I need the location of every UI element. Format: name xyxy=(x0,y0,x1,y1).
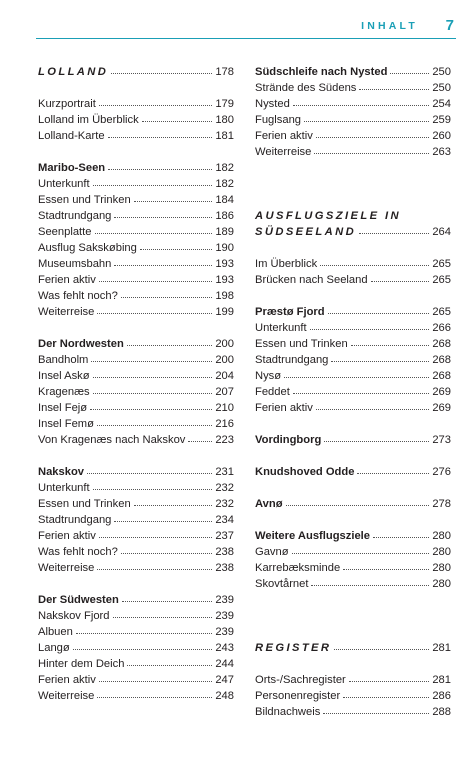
toc-entry[interactable] xyxy=(38,512,234,528)
toc-heading-praesto[interactable]: Præstø Fjord 265 xyxy=(255,306,451,318)
toc-entry-label: Bildnachweis xyxy=(255,706,321,718)
toc-entry-label: Skovtårnet xyxy=(255,578,309,590)
toc-leader-dots xyxy=(331,352,429,362)
page-number: 7 xyxy=(445,17,454,34)
toc-entry-label: Ferien aktiv xyxy=(38,274,96,286)
toc-entry-label: Essen und Trinken xyxy=(38,194,131,206)
toc-entry-page: 281 xyxy=(432,674,451,686)
toc-entry[interactable] xyxy=(255,672,451,688)
toc-entry-label: Personenregister xyxy=(255,690,341,702)
toc-entry-page: 250 xyxy=(432,82,451,94)
toc-entry[interactable] xyxy=(38,656,234,672)
toc-entry-page: 216 xyxy=(215,418,234,430)
toc-entry-page: 288 xyxy=(432,706,451,718)
toc-leader-dots xyxy=(310,320,430,330)
toc-entry-label: Brücken nach Seeland xyxy=(255,274,368,286)
toc-entry[interactable] xyxy=(255,80,451,96)
toc-entry[interactable] xyxy=(255,256,451,272)
toc-leader-dots xyxy=(134,496,213,506)
toc-entry[interactable] xyxy=(255,688,451,704)
toc-entry-label: Essen und Trinken xyxy=(255,338,348,350)
toc-leader-dots xyxy=(97,560,212,570)
toc-entry-page: 189 xyxy=(215,226,234,238)
toc-heading-lolland[interactable]: LOLLAND 178 xyxy=(38,66,234,78)
toc-entry[interactable] xyxy=(38,256,234,272)
toc-entry[interactable] xyxy=(38,224,234,240)
toc-entry-label: Insel Fejø xyxy=(38,402,88,414)
toc-leader-dots xyxy=(91,352,212,362)
toc-leader-dots xyxy=(292,544,430,554)
toc-entry-label: Unterkunft xyxy=(38,178,90,190)
toc-entry-page: 223 xyxy=(215,434,234,446)
toc-entry-page: 181 xyxy=(215,130,234,142)
toc-entry[interactable] xyxy=(38,400,234,416)
toc-entry-label: Feddet xyxy=(255,386,290,398)
toc-entry-page: 210 xyxy=(215,402,234,414)
toc-leader-dots xyxy=(284,368,429,378)
toc-entry[interactable] xyxy=(255,112,451,128)
page-header xyxy=(36,18,456,38)
toc-entry-page: 239 xyxy=(215,610,234,622)
toc-entry[interactable] xyxy=(38,688,234,704)
toc-entry-page: 182 xyxy=(215,178,234,190)
toc-entry-label: Im Überblick xyxy=(255,258,318,270)
toc-entry-page: 244 xyxy=(215,658,234,670)
toc-entry-page: 239 xyxy=(215,626,234,638)
toc-leader-dots xyxy=(188,432,212,442)
toc-leader-dots xyxy=(293,384,429,394)
toc-entry-label: Weiterreise xyxy=(38,562,95,574)
toc-entry-label: Unterkunft xyxy=(255,322,307,334)
toc-right-column xyxy=(255,64,451,720)
toc-entry[interactable] xyxy=(38,528,234,544)
toc-entry-page: 199 xyxy=(215,306,234,318)
toc-entry[interactable] xyxy=(255,576,451,592)
toc-entry-page: 179 xyxy=(215,98,234,110)
toc-entry[interactable] xyxy=(38,208,234,224)
toc-entry-label: Stadtrundgang xyxy=(38,210,112,222)
toc-leader-dots xyxy=(371,272,430,282)
toc-entry-label: Ferien aktiv xyxy=(255,130,313,142)
toc-entry-page: 268 xyxy=(432,370,451,382)
toc-entry-label: Albuen xyxy=(38,626,73,638)
toc-leader-dots xyxy=(121,288,213,298)
toc-entry[interactable] xyxy=(38,640,234,656)
toc-entry-page: 254 xyxy=(432,98,451,110)
toc-heading-suedschleife[interactable]: Südschleife nach Nysted 250 xyxy=(255,66,451,78)
toc-entry-page: 186 xyxy=(215,210,234,222)
toc-entry-page: 193 xyxy=(215,258,234,270)
toc-heading-weitere[interactable]: Weitere Ausflugsziele 280 xyxy=(255,530,451,542)
toc-entry-label: Bandholm xyxy=(38,354,89,366)
toc-entry-label: Nysted xyxy=(255,98,290,110)
toc-entry[interactable] xyxy=(255,704,451,720)
toc-leader-dots xyxy=(359,80,429,90)
toc-entry-label: Strände des Südens xyxy=(255,82,357,94)
toc-entry[interactable] xyxy=(255,336,451,352)
toc-entry-label: Insel Femø xyxy=(38,418,94,430)
toc-entry[interactable] xyxy=(255,144,451,160)
toc-leader-dots xyxy=(316,400,430,410)
toc-entry-page: 193 xyxy=(215,274,234,286)
toc-leader-dots xyxy=(108,128,213,138)
toc-entry-label: Orts-/Sachregister xyxy=(255,674,346,686)
toc-leader-dots xyxy=(323,704,429,714)
toc-leader-dots xyxy=(73,640,213,650)
toc-entry-page: 207 xyxy=(215,386,234,398)
toc-entry[interactable] xyxy=(255,384,451,400)
toc-entry-page: 268 xyxy=(432,338,451,350)
toc-entry-page: 263 xyxy=(432,146,451,158)
toc-entry-page: 200 xyxy=(215,354,234,366)
toc-entry-page: 180 xyxy=(215,114,234,126)
toc-entry[interactable] xyxy=(38,624,234,640)
toc-entry[interactable] xyxy=(255,544,451,560)
toc-entry[interactable] xyxy=(255,352,451,368)
toc-leader-dots xyxy=(316,128,430,138)
toc-leader-dots xyxy=(343,688,429,698)
toc-entry-label: Kurzportrait xyxy=(38,98,96,110)
toc-entry-label: Lolland im Überblick xyxy=(38,114,139,126)
toc-entry-label: Weiterreise xyxy=(38,306,95,318)
toc-leader-dots xyxy=(114,512,212,522)
toc-entry[interactable] xyxy=(38,544,234,560)
toc-entry-page: 238 xyxy=(215,562,234,574)
toc-entry-page: 247 xyxy=(215,674,234,686)
toc-entry-label: Essen und Trinken xyxy=(38,498,131,510)
toc-entry-page: 269 xyxy=(432,386,451,398)
toc-entry-label: Karrebæksminde xyxy=(255,562,341,574)
header-title: INHALT xyxy=(361,20,418,32)
toc-entry-page: 280 xyxy=(432,546,451,558)
toc-entry[interactable] xyxy=(38,384,234,400)
toc-entry-label: Stadtrundgang xyxy=(255,354,329,366)
toc-entry[interactable] xyxy=(38,288,234,304)
toc-leader-dots xyxy=(114,208,212,218)
toc-entry-page: 234 xyxy=(215,514,234,526)
toc-entry-label: Was fehlt noch? xyxy=(38,546,118,558)
toc-leader-dots xyxy=(97,416,212,426)
toc-entry[interactable] xyxy=(255,128,451,144)
toc-left-column xyxy=(38,64,234,704)
toc-entry-page: 198 xyxy=(215,290,234,302)
toc-entry-page: 260 xyxy=(432,130,451,142)
toc-entry[interactable] xyxy=(38,560,234,576)
toc-entry[interactable] xyxy=(38,176,234,192)
toc-entry-page: 232 xyxy=(215,498,234,510)
toc-heading-nakskov[interactable]: Nakskov 231 xyxy=(38,466,234,478)
toc-heading-maribo[interactable]: Maribo-Seen 182 xyxy=(38,162,234,174)
toc-entry[interactable] xyxy=(255,560,451,576)
toc-entry[interactable] xyxy=(38,672,234,688)
toc-leader-dots xyxy=(99,672,213,682)
toc-entry-page: 265 xyxy=(432,274,451,286)
toc-entry-page: 259 xyxy=(432,114,451,126)
toc-leader-dots xyxy=(121,544,213,554)
toc-entry[interactable] xyxy=(38,416,234,432)
toc-entry-label: Ferien aktiv xyxy=(38,530,96,542)
toc-heading-nordwesten[interactable]: Der Nordwesten 200 xyxy=(38,338,234,350)
toc-leader-dots xyxy=(93,384,213,394)
toc-entry-page: 237 xyxy=(215,530,234,542)
toc-section-nakskov xyxy=(38,464,234,576)
toc-entry-page: 248 xyxy=(215,690,234,702)
toc-section-suedschleife xyxy=(255,64,451,160)
toc-entry-page: 268 xyxy=(432,354,451,366)
toc-section-nordwesten xyxy=(38,336,234,448)
toc-entry-label: Was fehlt noch? xyxy=(38,290,118,302)
toc-heading-suedwesten[interactable]: Der Südwesten 239 xyxy=(38,594,234,606)
toc-section-praesto xyxy=(255,304,451,416)
toc-heading-avnoe[interactable]: Avnø 278 xyxy=(255,498,451,510)
toc-leader-dots xyxy=(90,400,212,410)
toc-leader-dots xyxy=(93,368,213,378)
toc-section-lolland xyxy=(38,64,234,144)
toc-entry[interactable] xyxy=(38,432,234,448)
toc-section-suedwesten xyxy=(38,592,234,704)
toc-leader-dots xyxy=(97,688,212,698)
toc-leader-dots xyxy=(293,96,430,106)
toc-entry-label: Von Kragenæs nach Nakskov xyxy=(38,434,186,446)
toc-entry-label: Insel Askø xyxy=(38,370,90,382)
toc-leader-dots xyxy=(99,96,213,106)
toc-entry-label: Ferien aktiv xyxy=(255,402,313,414)
toc-entry-label: Fuglsang xyxy=(255,114,302,126)
toc-leader-dots xyxy=(76,624,212,634)
toc-entry[interactable] xyxy=(38,608,234,624)
toc-entry-page: 184 xyxy=(215,194,234,206)
toc-leader-dots xyxy=(320,256,429,266)
toc-entry-page: 232 xyxy=(215,482,234,494)
toc-heading-vordingborg[interactable]: Vordingborg 273 xyxy=(255,434,451,446)
toc-entry-label: Museumsbahn xyxy=(38,258,112,270)
toc-leader-dots xyxy=(93,480,213,490)
toc-entry-label: Stadtrundgang xyxy=(38,514,112,526)
toc-leader-dots xyxy=(127,656,212,666)
toc-entry[interactable] xyxy=(255,96,451,112)
toc-entry-label: Weiterreise xyxy=(255,146,312,158)
toc-entry-label: Ferien aktiv xyxy=(38,674,96,686)
toc-leader-dots xyxy=(349,672,430,682)
toc-entry-page: 238 xyxy=(215,546,234,558)
toc-entry[interactable] xyxy=(38,128,234,144)
toc-entry-label: Seenplatte xyxy=(38,226,92,238)
toc-entry-page: 265 xyxy=(432,258,451,270)
toc-entry-page: 204 xyxy=(215,370,234,382)
toc-entry[interactable] xyxy=(38,496,234,512)
toc-entry[interactable] xyxy=(38,192,234,208)
toc-entry-page: 280 xyxy=(432,562,451,574)
toc-entry-page: 269 xyxy=(432,402,451,414)
toc-leader-dots xyxy=(114,256,212,266)
toc-leader-dots xyxy=(134,192,213,202)
toc-entry-label: Kragenæs xyxy=(38,386,90,398)
toc-entry-page: 280 xyxy=(432,578,451,590)
toc-entry[interactable] xyxy=(38,480,234,496)
toc-leader-dots xyxy=(351,336,430,346)
toc-entry-label: Ausflug Sakskøbing xyxy=(38,242,137,254)
toc-entry[interactable] xyxy=(38,272,234,288)
toc-entry-page: 266 xyxy=(432,322,451,334)
toc-entry-label: Lolland-Karte xyxy=(38,130,105,142)
toc-entry[interactable] xyxy=(38,352,234,368)
toc-entry[interactable] xyxy=(38,112,234,128)
toc-entry-label: Hinter dem Deich xyxy=(38,658,125,670)
toc-leader-dots xyxy=(95,224,213,234)
toc-entry-label: Nysø xyxy=(255,370,282,382)
toc-leader-dots xyxy=(99,272,213,282)
toc-entry[interactable] xyxy=(38,368,234,384)
toc-entry-page: 243 xyxy=(215,642,234,654)
toc-leader-dots xyxy=(93,176,213,186)
toc-section-maribo xyxy=(38,160,234,320)
toc-entry-page: 286 xyxy=(432,690,451,702)
toc-leader-dots xyxy=(113,608,213,618)
toc-entry[interactable] xyxy=(255,400,451,416)
toc-entry[interactable] xyxy=(38,240,234,256)
toc-section-register xyxy=(255,640,451,720)
toc-heading-ausflug-line1[interactable]: AUSFLUGSZIELE IN xyxy=(255,210,401,222)
toc-leader-dots xyxy=(314,144,429,154)
toc-leader-dots xyxy=(140,240,212,250)
toc-entry-label: Gavnø xyxy=(255,546,289,558)
toc-leader-dots xyxy=(99,528,213,538)
toc-entry[interactable] xyxy=(38,96,234,112)
toc-entry[interactable] xyxy=(255,272,451,288)
toc-section-weitere xyxy=(255,528,451,592)
toc-section-ausflug xyxy=(255,208,451,288)
toc-entry-label: Nakskov Fjord xyxy=(38,610,110,622)
toc-leader-dots xyxy=(142,112,213,122)
toc-entry-label: Unterkunft xyxy=(38,482,90,494)
toc-entry-page: 190 xyxy=(215,242,234,254)
toc-entry-label: Langø xyxy=(38,642,70,654)
toc-heading-knudshoved[interactable]: Knudshoved Odde 276 xyxy=(255,466,451,478)
toc-leader-dots xyxy=(97,304,212,314)
toc-leader-dots xyxy=(304,112,429,122)
toc-entry[interactable] xyxy=(38,304,234,320)
header-rule xyxy=(36,38,456,39)
toc-heading-register[interactable]: REGISTER 281 xyxy=(255,642,451,654)
toc-entry[interactable] xyxy=(255,368,451,384)
toc-entry[interactable] xyxy=(255,320,451,336)
toc-leader-dots xyxy=(343,560,429,570)
toc-heading-ausflug[interactable]: SÜDSEELAND 264 xyxy=(255,226,451,238)
toc-leader-dots xyxy=(311,576,429,586)
toc-entry-label: Weiterreise xyxy=(38,690,95,702)
